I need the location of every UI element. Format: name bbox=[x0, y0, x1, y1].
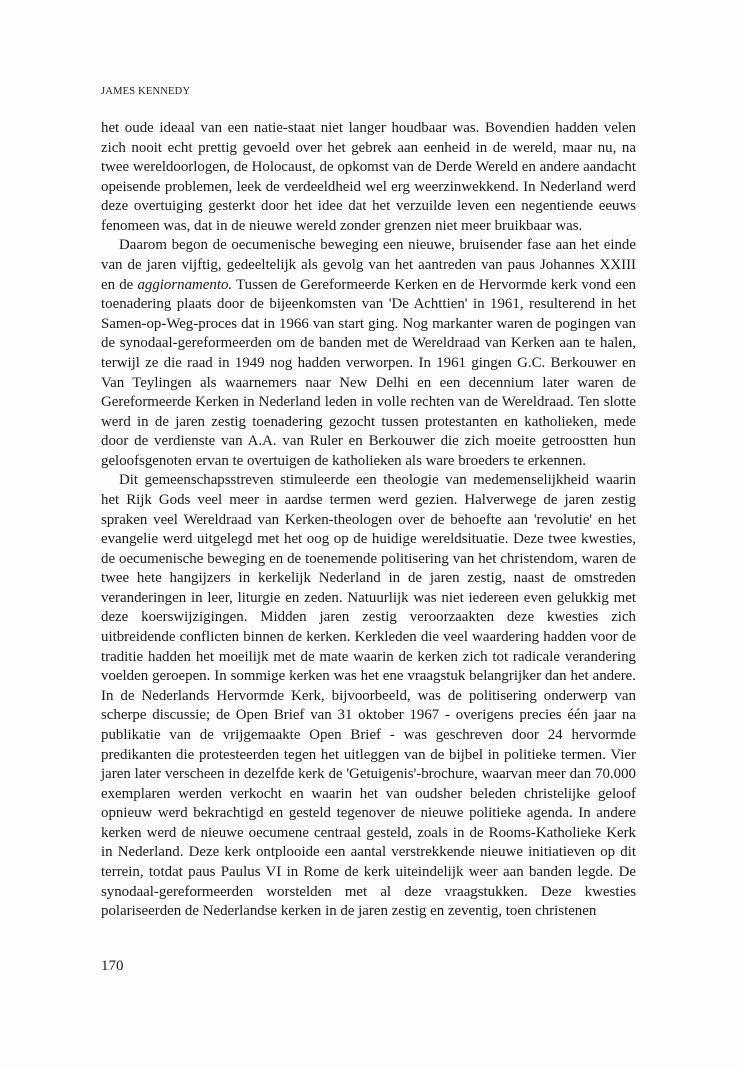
paragraph-2-rest: Tussen de Gereformeerde Kerken en de Hervormde kerk vond een toenadering plaats door de bijeenkomsten van 'De Achttien' in 1961, resulterend in het Samen-op-Weg-proces dat in 1966 van start ging. Nog markanter waren de pogingen van de synodaal-gereformeerden om de banden met de Wereldraad van Kerken aan te halen, terwijl ze die raad in 1949 nog hadden verworpen. In 1961 gingen G.C. Berkouwer en Van Teylingen als waarnemers naar New Delhi en een decennium later waren de Gereformeerde Kerken in Nederland leden in volle rechten van de Wereldraad. Ten slotte werd in de jaren zestig toenadering gezocht tussen protestanten en katholieken, mede door de verdienste van A.A. van Ruler en Berkouwer die zich moeite getroostten hun geloofsgenoten ervan te overtuigen de katholieken als ware broeders te erkennen. bbox=[101, 276, 636, 469]
paragraph-2-start: Daarom begon de oecumenische beweging een nieuwe, bruisender fase aan het einde van de jaren vijftig, gedeeltelijk als gevolg van het aantreden van paus Johannes XXIII en de bbox=[101, 237, 636, 293]
paragraph-2 bbox=[101, 236, 636, 471]
paragraph-1: het oude ideaal van een natie-staat niet langer houdbaar was. Bovendien hadden velen zich nooit echt prettig gevoeld over het gebrek aan eenheid in de wereld, maar nu, na twee wereldoorlogen, de Holocaust, de opkomst van de Derde Wereld en andere aandacht opeisende problemen, leek de verdeeldheid wel erg weerzinwekkend. In Nederland werd deze overtuiging gesterkt door het idee dat het verzuilde leven een negentiende eeuws fenomeen was, dat in de nieuwe wereld zonder grenzen niet meer bruikbaar was. bbox=[101, 120, 636, 234]
body-text bbox=[101, 119, 636, 922]
italic-term: aggiornamento. bbox=[137, 276, 233, 293]
running-head: JAMES KENNEDY bbox=[101, 86, 191, 97]
paragraph-3: Dit gemeenschapsstreven stimuleerde een theologie van medemenselijkheid waarin het Rijk Gods veel meer in aardse termen werd gezien. Halverwege de jaren zestig spraken veel Wereldraad van Kerken-theologen over de behoefte aan 'revolutie' en het evangelie werd uitgelegd met het oog op de huidige wereldsituatie. Deze twee kwesties, de oecumenische beweging en de toenemende politisering van het christendom, waren de twee hete hangijzers in kerkelijk Nederland in de jaren zestig, naast de omstreden veranderingen in leer, liturgie en zeden. Natuurlijk was niet iedereen even gelukkig met deze koerswijzigingen. Midden jaren zestig veroorzaakten deze kwesties zich uitbreidende conflicten binnen de kerken. Kerkleden die veel waardering hadden voor de traditie hadden het moeilijk met de mate waarin de kerken zich tot radicale verandering voelden geroepen. In sommige kerken was het ene vraagstuk belangrijker dan het andere. In de Nederlands Hervormde Kerk, bijvoorbeeld, was de politisering onderwerp van scherpe discussie; de Open Brief van 31 oktober 1967 - overigens precies één jaar na publikatie van de vrijgemaakte Open Brief - was geschreven door 24 hervormde predikanten die protesteerden tegen het uitleggen van de bijbel in politieke termen. Vier jaren later verscheen in dezelfde kerk de 'Getuigenis'-brochure, waarvan meer dan 70.000 exemplaren werden verkocht en waarin het van oudsher beleden christelijke geloof opnieuw werd bekrachtigd en gesteld tegenover de nieuwe politieke agenda. In andere kerken werd de nieuwe oecumene centraal gesteld, zoals in de Rooms-Katholieke Kerk in Nederland. Deze kerk ontplooide een aantal verstrekkende nieuwe initiatieven op dit terrein, totdat paus Paulus VI in Rome de kerk uiteindelijk weer aan banden legde. De synodaal-gereformeerden worstelden met al deze vraagstukken. Deze kwesties polariseerden de Nederlandse kerken in de jaren zestig en zeventig, toen christenen bbox=[101, 472, 636, 920]
page-number: 170 bbox=[101, 958, 124, 974]
